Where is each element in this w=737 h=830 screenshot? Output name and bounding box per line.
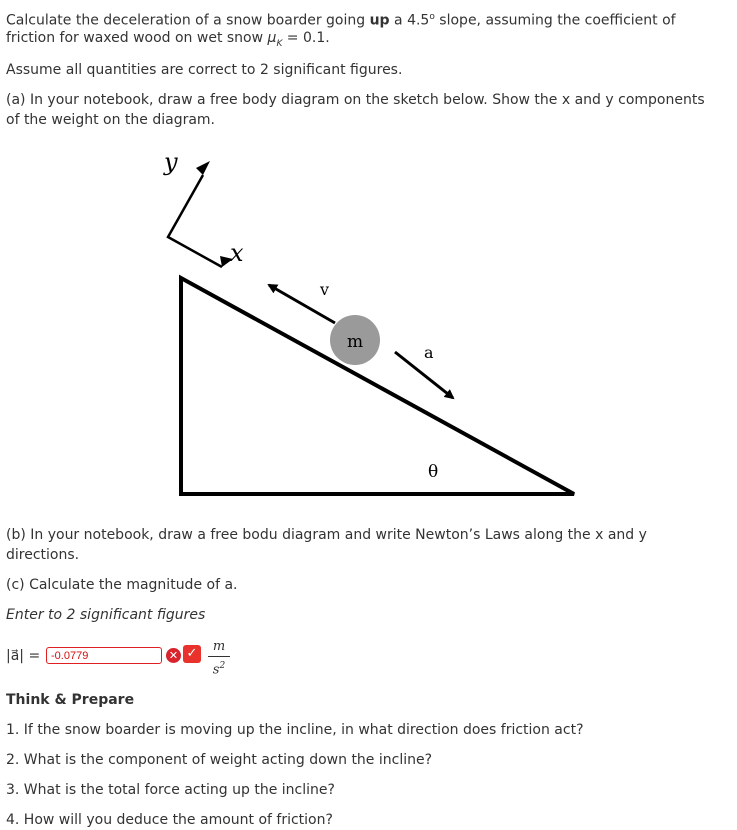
sig-fig-hint: Enter to 2 significant figures	[6, 607, 206, 623]
think-item-3: 3. What is the total force acting up the incline?	[6, 782, 335, 798]
unit-fraction	[208, 640, 230, 677]
mu-symbol: μ	[267, 30, 277, 46]
part-b-line2: directions.	[6, 547, 80, 563]
y-axis-arrowhead	[196, 161, 210, 175]
question-intro-line2: friction for waxed wood on wet snow $\mu_K = 0.1$.	[6, 30, 330, 49]
think-heading: Think & Prepare	[6, 692, 135, 708]
think-item-4: 4. How will you deduce the amount of friction?	[6, 812, 333, 828]
answer-lhs: |a⃗| =	[6, 648, 41, 664]
part-c-text: (c) Calculate the magnitude of a.	[6, 577, 238, 593]
assumption-text: Assume all quantities are correct to 2 significant figures.	[6, 62, 403, 78]
part-a-line2: of the weight on the diagram.	[6, 112, 216, 128]
incline-triangle	[181, 278, 574, 494]
question-intro-line1: Calculate the deceleration of a snow boarder going up a 4.5$^o$ slope, assuming the coefficient of	[6, 12, 676, 29]
unit-numerator: m	[212, 639, 226, 654]
axes-lines	[168, 175, 222, 267]
velocity-label: v	[320, 280, 330, 299]
acceleration-label: a	[424, 343, 434, 362]
answer-input[interactable]	[46, 647, 162, 664]
part-a-line1: (a) In your notebook, draw a free body diagram on the sketch below. Show the x and y components	[6, 92, 705, 108]
incorrect-icon: ✕	[166, 648, 181, 663]
think-item-1: 1. If the snow boarder is moving up the incline, in what direction does friction act?	[6, 722, 584, 738]
think-item-2: 2. What is the component of weight acting down the incline?	[6, 752, 433, 768]
theta-label: θ	[428, 462, 439, 482]
x-axis-label: x	[230, 239, 244, 267]
mass-label: m	[347, 332, 364, 352]
check-answer-button[interactable]: ✓	[183, 645, 201, 663]
part-b-line1: (b) In your notebook, draw a free bodu diagram and write Newton’s Laws along the x and y	[6, 527, 647, 543]
unit-denominator: $s^2$	[212, 661, 226, 678]
incline-diagram	[150, 145, 590, 505]
y-axis-label: y	[164, 148, 178, 176]
